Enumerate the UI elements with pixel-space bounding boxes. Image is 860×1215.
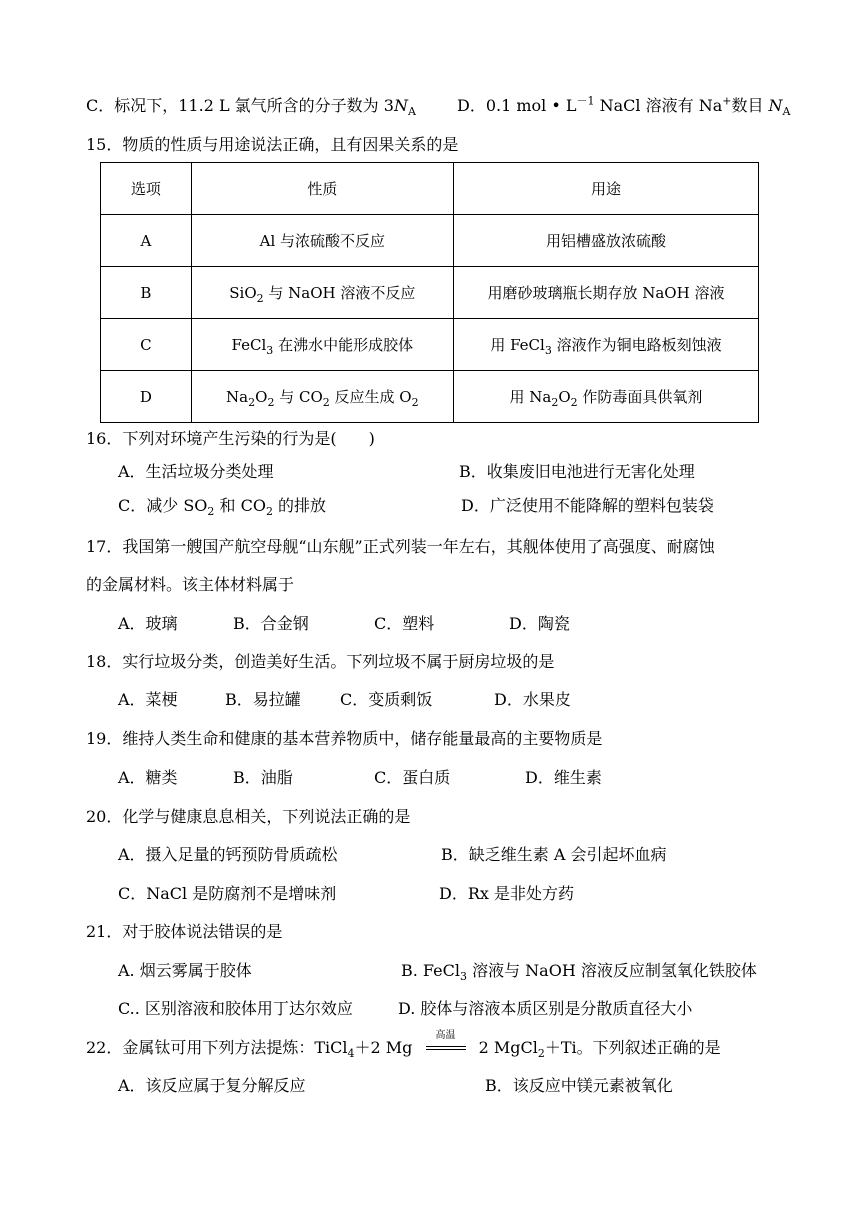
q14-option-d: D．0.1 mol • $L^{-1}$ NaCl 溶液有 Na+数目 $N_A$ <box>457 94 791 119</box>
reaction-arrow <box>422 1029 470 1059</box>
q19-option-b: B．油脂 <box>233 768 293 787</box>
q21-option-d: D. 胶体与溶液本质区别是分散质直径大小 <box>398 999 693 1018</box>
q15-table <box>100 162 759 423</box>
q20-option-d: D．Rx 是非处方药 <box>439 884 574 903</box>
q16-stem: 16．下列对环境产生污染的行为是( ) <box>86 429 375 448</box>
q18-stem: 18．实行垃圾分类，创造美好生活。下列垃圾不属于厨房垃圾的是 <box>86 652 555 671</box>
row-b-option: B <box>101 267 192 319</box>
q22-option-a: A．该反应属于复分解反应 <box>118 1076 306 1095</box>
row-a-option: A <box>101 215 192 267</box>
row-c-option: C <box>101 319 192 371</box>
header-use: 用途 <box>453 163 758 215</box>
q14-option-c: C．标况下，11.2 L 氯气所含的分子数为 $3N_A$ <box>86 96 416 119</box>
q20-option-a: A．摄入足量的钙预防骨质疏松 <box>118 845 338 864</box>
table-header-row <box>101 163 759 215</box>
table-row <box>101 319 759 371</box>
q17-option-a: A．玻璃 <box>118 614 178 633</box>
q20-stem: 20．化学与健康息息相关，下列说法正确的是 <box>86 807 411 826</box>
q17-option-c: C．塑料 <box>374 614 435 633</box>
q20-option-b: B．缺乏维生素 A 会引起坏血病 <box>441 845 667 864</box>
row-d-use: 用 $Na_2O_2$ 作防毒面具供氧剂 <box>453 371 758 423</box>
q19-option-d: D．维生素 <box>525 768 602 787</box>
header-property: 性质 <box>191 163 453 215</box>
table-row <box>101 371 759 423</box>
q19-option-c: C．蛋白质 <box>374 768 451 787</box>
q16-option-d: D．广泛使用不能降解的塑料包装袋 <box>461 496 714 515</box>
row-a-use: 用铝槽盛放浓硫酸 <box>453 215 758 267</box>
q17-option-d: D．陶瓷 <box>509 614 570 633</box>
q18-option-d: D．水果皮 <box>494 690 571 709</box>
q16-option-b: B．收集废旧电池进行无害化处理 <box>459 462 695 481</box>
row-b-use: 用磨砂玻璃瓶长期存放 NaOH 溶液 <box>453 267 758 319</box>
row-c-property: FeCl$_3$ 在沸水中能形成胶体 <box>191 319 453 371</box>
q22-stem: 22．金属钛可用下列方法提炼：TiCl$_4$＋2 Mg 高温 2 MgCl$_2$＋Ti。下列叙述正确的是 <box>86 1029 721 1061</box>
row-d-option: D <box>101 371 192 423</box>
q18-option-c: C．变质剩饭 <box>340 690 433 709</box>
q18-option-a: A．菜梗 <box>118 690 178 709</box>
row-c-use: 用 FeCl$_3$ 溶液作为铜电路板刻蚀液 <box>453 319 758 371</box>
q21-option-c: C.. 区别溶液和胶体用丁达尔效应 <box>118 999 353 1018</box>
q15-stem: 15．物质的性质与用途说法正确，且有因果关系的是 <box>86 135 459 154</box>
q16-option-a: A．生活垃圾分类处理 <box>118 462 274 481</box>
q20-option-c: C．NaCl 是防腐剂不是增味剂 <box>118 884 337 903</box>
row-b-property: SiO$_2$ 与 NaOH 溶液不反应 <box>191 267 453 319</box>
q17-stem-line1: 17．我国第一艘国产航空母舰“山东舰”正式列装一年左右，其舰体使用了高强度、耐腐蚀 <box>86 537 715 556</box>
q22-option-b: B．该反应中镁元素被氧化 <box>485 1076 673 1095</box>
row-d-property: $Na_2O_2$ 与 $CO_2$ 反应生成 $O_2$ <box>191 371 453 423</box>
q17-option-b: B．合金钢 <box>233 614 309 633</box>
row-a-property: Al 与浓硫酸不反应 <box>191 215 453 267</box>
q21-option-b: B. FeCl$_3$ 溶液与 NaOH 溶液反应制氢氧化铁胶体 <box>401 961 757 984</box>
table-row <box>101 215 759 267</box>
q18-option-b: B．易拉罐 <box>225 690 301 709</box>
q16-option-c: C．减少 $SO_2$ 和 $CO_2$ 的排放 <box>118 496 327 519</box>
header-option: 选项 <box>101 163 192 215</box>
q19-option-a: A．糖类 <box>118 768 178 787</box>
q21-stem: 21．对于胶体说法错误的是 <box>86 922 283 941</box>
q19-stem: 19．维持人类生命和健康的基本营养物质中，储存能量最高的主要物质是 <box>86 729 603 748</box>
reaction-condition: 高温 <box>435 1029 456 1041</box>
q17-stem-line2: 的金属材料。该主体材料属于 <box>86 575 295 594</box>
table-row <box>101 267 759 319</box>
q21-option-a: A. 烟云雾属于胶体 <box>118 961 252 980</box>
